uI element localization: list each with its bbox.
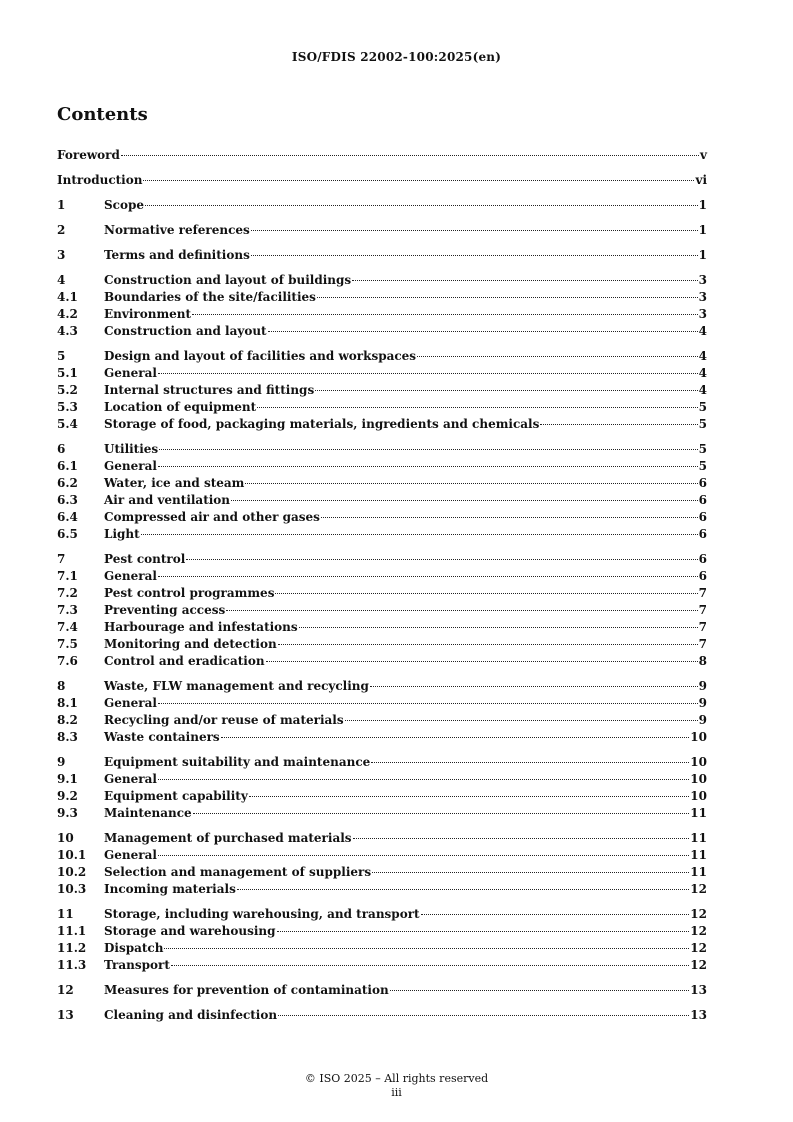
toc-entry-title[interactable]: Environment (104, 307, 192, 321)
toc-leader-dots (317, 297, 698, 298)
toc-entry-number: 1 (57, 198, 66, 212)
page-title: Contents (57, 104, 148, 125)
toc-entry[interactable] (57, 323, 707, 340)
toc-leader-dots (278, 644, 698, 645)
toc-entry[interactable] (57, 957, 707, 974)
toc-entry-number: 5.4 (57, 417, 78, 431)
toc-entry-page: 11 (690, 865, 707, 879)
toc-entry-page: 13 (690, 1008, 707, 1022)
toc-entry-title[interactable]: Normative references (104, 223, 250, 237)
toc-entry-title[interactable]: General (104, 459, 157, 473)
toc-entry-page: 5 (698, 417, 707, 431)
toc-entry-number: 6 (57, 442, 66, 456)
toc-entry-title[interactable]: General (104, 772, 157, 786)
toc-entry-title[interactable]: General (104, 696, 157, 710)
toc-entry[interactable] (57, 247, 707, 264)
toc-entry-page: 4 (698, 383, 707, 397)
toc-entry-number: 7.2 (57, 586, 78, 600)
toc-leader-dots (193, 813, 690, 814)
page-footer (0, 1072, 793, 1100)
toc-entry-page: 10 (690, 772, 707, 786)
toc-entry-title[interactable]: Terms and definitions (104, 248, 250, 262)
toc-entry-page: 10 (690, 730, 707, 744)
toc-entry[interactable] (57, 272, 707, 289)
toc-leader-dots (371, 762, 689, 763)
toc-entry[interactable] (57, 365, 707, 382)
toc-entry-page: 12 (690, 958, 707, 972)
document-header: ISO/FDIS 22002-100:2025(en) (291, 50, 502, 64)
toc-entry[interactable] (57, 289, 707, 306)
toc-entry-number: 7.3 (57, 603, 78, 617)
toc-leader-dots (353, 838, 690, 839)
toc-entry-number: 11.1 (57, 924, 87, 938)
toc-entry-number: 9.3 (57, 806, 78, 820)
toc-leader-dots (231, 500, 698, 501)
toc-entry[interactable] (57, 653, 707, 670)
toc-entry-number: 10.2 (57, 865, 87, 879)
toc-leader-dots (251, 230, 698, 231)
toc-entry-page: 6 (698, 510, 707, 524)
toc-entry-number: 11 (57, 907, 74, 921)
toc-entry-page: 12 (690, 882, 707, 896)
toc-leader-dots (158, 373, 698, 374)
toc-entry-title[interactable]: General (104, 569, 157, 583)
toc-entry-title[interactable]: Preventing access (104, 603, 226, 617)
toc-entry[interactable] (57, 636, 707, 653)
toc-leader-dots (158, 466, 698, 467)
toc-leader-dots (121, 155, 699, 156)
toc-entry-page: 5 (698, 400, 707, 414)
toc-entry-title[interactable]: Storage, including warehousing, and transport (104, 907, 420, 921)
toc-entry[interactable] (57, 830, 707, 847)
toc-entry[interactable] (57, 805, 707, 822)
toc-entry-page: 13 (690, 983, 707, 997)
toc-leader-dots (251, 255, 698, 256)
toc-entry-page: 5 (698, 459, 707, 473)
toc-entry-page: 3 (698, 290, 707, 304)
toc-entry-page: vi (695, 173, 707, 187)
toc-entry-number: 9.2 (57, 789, 78, 803)
toc-entry-title[interactable]: Introduction (57, 173, 143, 187)
toc-entry-title[interactable]: Transport (104, 958, 170, 972)
toc-leader-dots (268, 331, 698, 332)
toc-entry[interactable] (57, 712, 707, 729)
toc-leader-dots (352, 280, 697, 281)
toc-entry[interactable] (57, 416, 707, 433)
page-number: iii (391, 1086, 402, 1099)
toc-entry-page: 6 (698, 476, 707, 490)
toc-entry-number: 10.3 (57, 882, 87, 896)
toc-entry-page: 6 (698, 493, 707, 507)
toc-leader-dots (158, 779, 689, 780)
toc-leader-dots (159, 449, 697, 450)
toc-entry-page: v (700, 148, 707, 162)
table-of-contents (57, 147, 707, 1024)
toc-entry-number: 9.1 (57, 772, 78, 786)
toc-entry-page: 12 (690, 941, 707, 955)
toc-entry-number: 6.2 (57, 476, 78, 490)
toc-entry[interactable] (57, 492, 707, 509)
toc-entry-page: 10 (690, 789, 707, 803)
toc-entry-title[interactable]: Construction and layout of buildings (104, 273, 352, 287)
toc-entry-title[interactable]: Utilities (104, 442, 159, 456)
toc-entry-number: 6.4 (57, 510, 78, 524)
toc-entry-page: 9 (698, 679, 707, 693)
toc-entry-title[interactable]: Storage and warehousing (104, 924, 276, 938)
toc-entry-number: 5.1 (57, 366, 78, 380)
toc-entry-number: 6.5 (57, 527, 78, 541)
toc-leader-dots (266, 661, 698, 662)
toc-entry-page: 1 (698, 248, 707, 262)
toc-entry-title[interactable]: Waste, FLW management and recycling (104, 679, 369, 693)
toc-entry-number: 11.2 (57, 941, 87, 955)
toc-entry-number: 12 (57, 983, 74, 997)
toc-entry[interactable] (57, 864, 707, 881)
toc-entry-page: 9 (698, 713, 707, 727)
toc-entry-title[interactable]: Recycling and/or reuse of materials (104, 713, 344, 727)
toc-leader-dots (417, 356, 698, 357)
toc-entry[interactable] (57, 982, 707, 999)
toc-entry[interactable] (57, 678, 707, 695)
toc-entry[interactable] (57, 509, 707, 526)
toc-leader-dots (143, 180, 694, 181)
toc-entry-page: 3 (698, 307, 707, 321)
copyright-notice: © ISO 2025 – All rights reserved (304, 1072, 489, 1085)
toc-entry-number: 8.2 (57, 713, 78, 727)
toc-entry-number: 7.1 (57, 569, 78, 583)
toc-entry[interactable] (57, 382, 707, 399)
toc-entry-page: 4 (698, 324, 707, 338)
toc-entry-number: 9 (57, 755, 66, 769)
toc-entry-number: 3 (57, 248, 66, 262)
toc-entry-number: 10.1 (57, 848, 87, 862)
toc-entry[interactable] (57, 568, 707, 585)
toc-entry-page: 3 (698, 273, 707, 287)
toc-leader-dots (278, 1015, 689, 1016)
toc-entry[interactable] (57, 923, 707, 940)
toc-entry-title[interactable]: Equipment capability (104, 789, 248, 803)
toc-leader-dots (277, 931, 690, 932)
toc-leader-dots (164, 948, 689, 949)
toc-leader-dots (390, 990, 690, 991)
toc-entry-title[interactable]: Design and layout of facilities and workspaces (104, 349, 417, 363)
toc-entry[interactable] (57, 172, 707, 189)
toc-entry-title[interactable]: Foreword (57, 148, 120, 162)
toc-entry-number: 8.1 (57, 696, 78, 710)
toc-leader-dots (186, 559, 697, 560)
toc-entry-number: 4.1 (57, 290, 78, 304)
toc-leader-dots (299, 627, 698, 628)
toc-entry-title[interactable]: Pest control (104, 552, 186, 566)
toc-entry-number: 4.2 (57, 307, 78, 321)
toc-leader-dots (321, 517, 698, 518)
toc-entry-number: 7 (57, 552, 66, 566)
toc-entry-title[interactable]: Maintenance (104, 806, 192, 820)
toc-entry[interactable] (57, 695, 707, 712)
toc-entry-title[interactable]: Incoming materials (104, 882, 236, 896)
toc-entry-page: 1 (698, 198, 707, 212)
toc-entry-title[interactable]: Air and ventilation (104, 493, 231, 507)
toc-leader-dots (275, 593, 697, 594)
toc-entry-number: 4.3 (57, 324, 78, 338)
toc-entry[interactable] (57, 551, 707, 568)
toc-entry-title[interactable]: Harbourage and infestations (104, 620, 298, 634)
toc-entry-page: 11 (690, 806, 707, 820)
toc-entry-page: 4 (698, 366, 707, 380)
toc-entry-title[interactable]: Dispatch (104, 941, 164, 955)
toc-entry-number: 2 (57, 223, 66, 237)
toc-entry-number: 6.1 (57, 459, 78, 473)
toc-entry[interactable] (57, 729, 707, 746)
toc-entry-title[interactable]: Boundaries of the site/facilities (104, 290, 316, 304)
toc-entry[interactable] (57, 906, 707, 923)
toc-entry-number: 4 (57, 273, 66, 287)
toc-entry-page: 10 (690, 755, 707, 769)
toc-entry-page: 9 (698, 696, 707, 710)
toc-leader-dots (226, 610, 697, 611)
toc-entry[interactable] (57, 585, 707, 602)
toc-entry-page: 4 (698, 349, 707, 363)
toc-entry[interactable] (57, 222, 707, 239)
toc-entry[interactable] (57, 475, 707, 492)
toc-entry-page: 6 (698, 552, 707, 566)
toc-entry[interactable] (57, 1007, 707, 1024)
toc-entry-title[interactable]: Internal structures and fittings (104, 383, 315, 397)
toc-entry-title[interactable]: Management of purchased materials (104, 831, 352, 845)
toc-entry[interactable] (57, 441, 707, 458)
toc-entry[interactable] (57, 306, 707, 323)
toc-leader-dots (141, 534, 698, 535)
toc-entry[interactable] (57, 197, 707, 214)
toc-entry-page: 11 (690, 848, 707, 862)
toc-entry-title[interactable]: General (104, 848, 157, 862)
toc-entry-page: 7 (698, 620, 707, 634)
toc-leader-dots (237, 889, 689, 890)
toc-entry[interactable] (57, 147, 707, 164)
toc-entry-number: 5.2 (57, 383, 78, 397)
toc-entry-title[interactable]: Scope (104, 198, 145, 212)
toc-entry-title[interactable]: Control and eradication (104, 654, 265, 668)
toc-entry-number: 11.3 (57, 958, 87, 972)
toc-leader-dots (158, 703, 698, 704)
toc-entry-page: 6 (698, 527, 707, 541)
toc-entry-page: 12 (690, 907, 707, 921)
toc-entry-number: 7.6 (57, 654, 78, 668)
toc-entry-title[interactable]: Waste containers (104, 730, 220, 744)
toc-entry-number: 6.3 (57, 493, 78, 507)
toc-entry-title[interactable]: Water, ice and steam (104, 476, 245, 490)
toc-entry-page: 1 (698, 223, 707, 237)
toc-leader-dots (345, 720, 698, 721)
toc-entry[interactable] (57, 847, 707, 864)
toc-entry-title[interactable]: Measures for prevention of contamination (104, 983, 389, 997)
toc-entry-page: 7 (698, 637, 707, 651)
toc-entry-page: 7 (698, 603, 707, 617)
toc-entry-title[interactable]: Light (104, 527, 140, 541)
toc-entry-title[interactable]: Pest control programmes (104, 586, 275, 600)
toc-leader-dots (315, 390, 697, 391)
toc-entry-title[interactable]: Storage of food, packaging materials, ingredients and chemicals (104, 417, 540, 431)
toc-leader-dots (158, 576, 698, 577)
toc-entry-page: 6 (698, 569, 707, 583)
toc-entry-page: 5 (698, 442, 707, 456)
toc-entry[interactable] (57, 754, 707, 771)
toc-leader-dots (249, 796, 689, 797)
toc-entry-title[interactable]: Selection and management of suppliers (104, 865, 372, 879)
toc-entry-number: 8 (57, 679, 66, 693)
toc-entry[interactable] (57, 771, 707, 788)
toc-entry[interactable] (57, 788, 707, 805)
toc-entry[interactable] (57, 881, 707, 898)
toc-entry-title[interactable]: Construction and layout (104, 324, 267, 338)
toc-leader-dots (540, 424, 697, 425)
toc-entry-number: 5 (57, 349, 66, 363)
toc-entry[interactable] (57, 619, 707, 636)
toc-leader-dots (171, 965, 689, 966)
toc-leader-dots (145, 205, 698, 206)
toc-leader-dots (257, 407, 697, 408)
toc-entry-page: 8 (698, 654, 707, 668)
toc-leader-dots (421, 914, 690, 915)
toc-entry-page: 11 (690, 831, 707, 845)
toc-entry-number: 7.4 (57, 620, 78, 634)
toc-entry-title[interactable]: Cleaning and disinfection (104, 1008, 278, 1022)
toc-leader-dots (372, 872, 689, 873)
toc-leader-dots (370, 686, 698, 687)
toc-leader-dots (192, 314, 698, 315)
toc-entry-number: 10 (57, 831, 74, 845)
toc-entry-number: 13 (57, 1008, 74, 1022)
toc-entry-title[interactable]: Compressed air and other gases (104, 510, 320, 524)
toc-leader-dots (221, 737, 690, 738)
toc-entry-title[interactable]: Location of equipment (104, 400, 257, 414)
toc-entry[interactable] (57, 458, 707, 475)
toc-entry-title[interactable]: General (104, 366, 157, 380)
toc-entry-number: 7.5 (57, 637, 78, 651)
toc-entry[interactable] (57, 348, 707, 365)
toc-leader-dots (245, 483, 697, 484)
toc-leader-dots (158, 855, 689, 856)
toc-entry[interactable] (57, 526, 707, 543)
toc-entry[interactable] (57, 399, 707, 416)
toc-entry-page: 7 (698, 586, 707, 600)
toc-entry-number: 8.3 (57, 730, 78, 744)
toc-entry-title[interactable]: Monitoring and detection (104, 637, 277, 651)
toc-entry-page: 12 (690, 924, 707, 938)
toc-entry[interactable] (57, 940, 707, 957)
toc-entry-number: 5.3 (57, 400, 78, 414)
toc-entry-title[interactable]: Equipment suitability and maintenance (104, 755, 371, 769)
toc-entry[interactable] (57, 602, 707, 619)
